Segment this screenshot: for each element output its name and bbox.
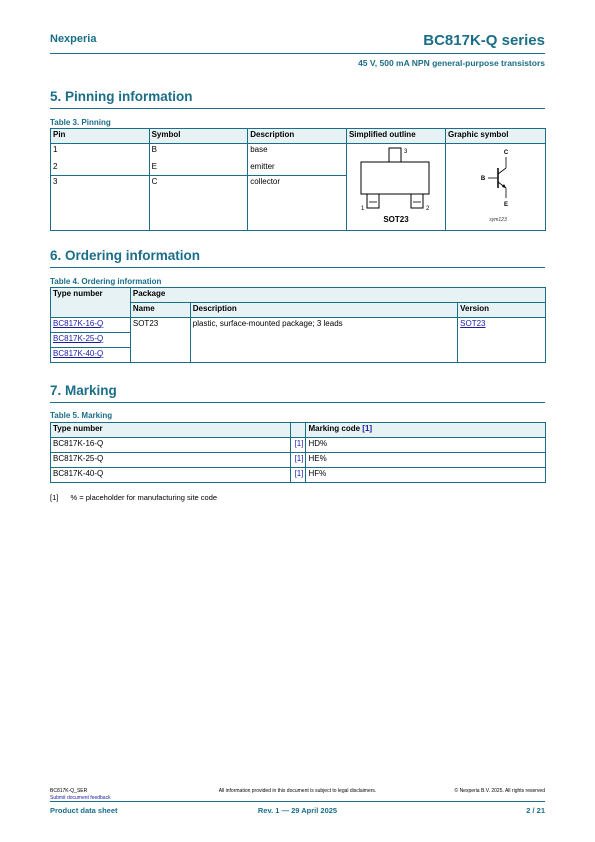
table-caption: Table 5. Marking — [50, 411, 113, 420]
section-rule — [50, 402, 545, 403]
footnote-ref-link[interactable]: [1] — [294, 469, 304, 478]
description-cell: emitter — [250, 162, 275, 171]
table-caption: Table 3. Pinning — [50, 118, 111, 127]
simplified-outline-cell — [346, 144, 445, 231]
type-number-link[interactable]: BC817K-16-Q — [53, 319, 104, 328]
footnote-ref-link[interactable]: [1] — [294, 439, 304, 448]
footer-revision: Rev. 1 — 29 April 2025 — [257, 806, 338, 815]
feedback-link[interactable]: Submit document feedback — [50, 795, 111, 801]
ordering-table — [50, 287, 546, 363]
marking-code-cell: HD% — [306, 438, 546, 453]
outline-pin1-label: 1 — [360, 206, 365, 212]
table-row — [51, 318, 546, 333]
outline-pin2-label: 2 — [425, 206, 430, 212]
pinning-table — [50, 128, 546, 231]
column-header: Graphic symbol — [445, 129, 545, 144]
type-number-cell: BC817K-40-Q — [51, 468, 291, 483]
note-text: % = placeholder for manufacturing site code — [70, 493, 218, 502]
type-number-link[interactable]: BC817K-25-Q — [53, 334, 104, 343]
symbol-cell: C — [149, 175, 248, 230]
document-id: BC817K-Q_SER — [50, 788, 88, 794]
section-heading: 6. Ordering information — [50, 248, 201, 263]
marking-code-cell: HE% — [306, 453, 546, 468]
footnote-ref-link[interactable]: [1] — [362, 424, 373, 433]
table-caption: Table 4. Ordering information — [50, 277, 162, 286]
column-header: Description — [190, 303, 457, 318]
marking-code-header-label: Marking code — [308, 424, 361, 433]
npn-transistor-symbol — [446, 144, 545, 228]
column-header: Simplified outline — [346, 129, 445, 144]
graphic-symbol-cell — [445, 144, 545, 231]
package-name-cell: SOT23 — [130, 318, 190, 363]
package-description-cell: plastic, surface-mounted package; 3 leads — [190, 318, 457, 363]
collector-label: C — [503, 150, 509, 156]
section-heading: 5. Pinning information — [50, 89, 193, 104]
column-header: Version — [458, 303, 546, 318]
type-number-link[interactable]: BC817K-40-Q — [53, 349, 104, 358]
type-number-cell: BC817K-16-Q — [51, 438, 291, 453]
table-row — [51, 438, 546, 453]
pin-cell: 3 — [51, 175, 150, 230]
header-rule — [50, 53, 545, 54]
pin-cell: 1 — [53, 145, 58, 154]
footer-doc-type: Product data sheet — [50, 806, 118, 815]
type-number-cell: BC817K-25-Q — [51, 453, 291, 468]
table-row — [51, 453, 546, 468]
base-label: B — [480, 176, 486, 182]
table-row — [51, 144, 546, 176]
package-version-link[interactable]: SOT23 — [460, 319, 486, 328]
symbol-code-label: sym123 — [489, 217, 507, 223]
brand-name: Nexperia — [50, 33, 97, 45]
section-rule — [50, 267, 545, 268]
description-cell: collector — [248, 175, 347, 230]
sot23-outline-drawing — [347, 144, 445, 228]
document-title: BC817K-Q series — [423, 32, 545, 49]
emitter-label: E — [503, 202, 508, 208]
legal-disclaimer: All information provided in this document is subject to legal disclaimers. — [218, 788, 377, 794]
section-heading: 7. Marking — [50, 383, 117, 398]
column-header: Symbol — [149, 129, 248, 144]
note-ref: [1] — [50, 493, 59, 502]
document-subtitle: 45 V, 500 mA NPN general-purpose transistors — [358, 58, 545, 68]
symbol-cell: B — [151, 145, 157, 154]
footer-rule — [50, 801, 545, 802]
marking-code-cell: HF% — [306, 468, 546, 483]
pin-cell: 2 — [53, 162, 58, 171]
description-cell: base — [250, 145, 268, 154]
column-header: Description — [248, 129, 347, 144]
outline-package-label: SOT23 — [383, 215, 409, 224]
column-header — [306, 423, 546, 438]
section-rule — [50, 108, 545, 109]
symbol-cell: E — [151, 162, 157, 171]
page-number: 2 / 21 — [526, 806, 545, 815]
table-note — [50, 493, 217, 502]
outline-pin3-label: 3 — [403, 149, 408, 155]
column-header: Name — [130, 303, 190, 318]
marking-table — [50, 422, 546, 483]
footnote-ref-link[interactable]: [1] — [294, 454, 304, 463]
column-header: Type number — [51, 423, 291, 438]
table-row — [51, 468, 546, 483]
column-header: Type number — [51, 288, 131, 318]
copyright: © Nexperia B.V. 2025. All rights reserved — [454, 788, 545, 794]
column-header: Package — [130, 288, 545, 303]
column-header: Pin — [51, 129, 150, 144]
